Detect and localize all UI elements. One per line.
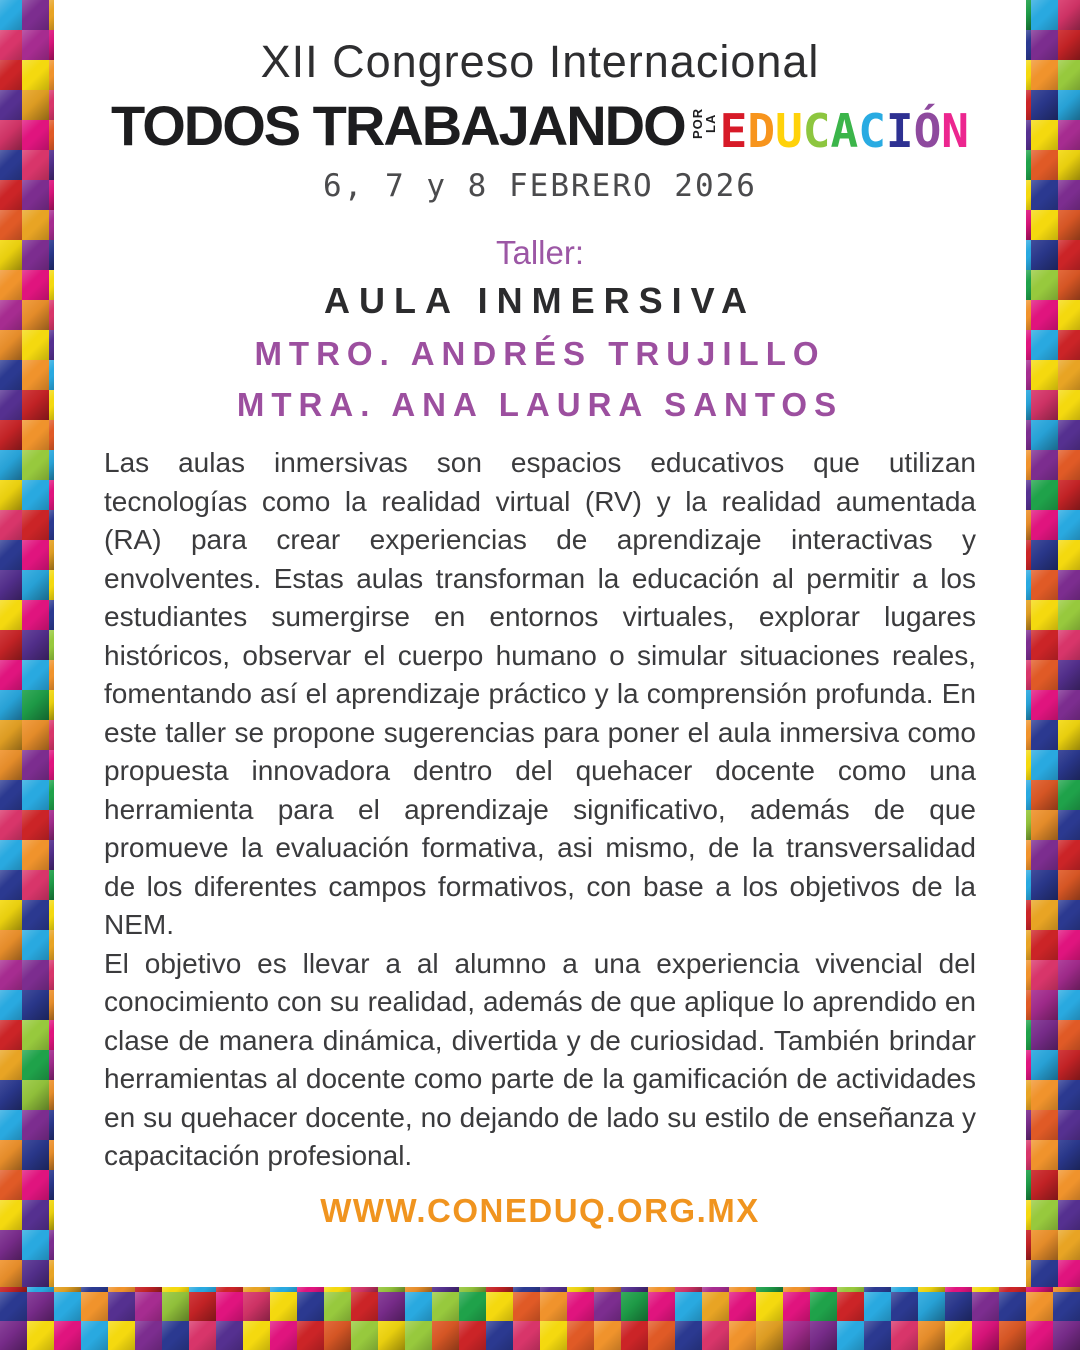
mosaic-tile bbox=[891, 1321, 918, 1350]
mosaic-tile bbox=[27, 1321, 54, 1350]
mosaic-tile bbox=[918, 1292, 945, 1321]
mosaic-tile bbox=[1058, 120, 1080, 150]
educacion-letter: D bbox=[747, 104, 776, 158]
mosaic-tile bbox=[810, 1321, 837, 1350]
mosaic-tile bbox=[378, 1292, 405, 1321]
mosaic-tile bbox=[22, 900, 49, 930]
mosaic-tile bbox=[22, 930, 49, 960]
logo-todos-trabajando: TODOS TRABAJANDO bbox=[111, 94, 685, 157]
mosaic-tile bbox=[567, 1321, 594, 1350]
mosaic-tile bbox=[1058, 480, 1080, 510]
mosaic-tile bbox=[22, 570, 49, 600]
mosaic-tile bbox=[0, 90, 22, 120]
mosaic-tile bbox=[513, 1321, 540, 1350]
mosaic-tile bbox=[1058, 540, 1080, 570]
mosaic-tile bbox=[1058, 960, 1080, 990]
mosaic-tile bbox=[540, 1292, 567, 1321]
mosaic-tile bbox=[1058, 360, 1080, 390]
mosaic-tile bbox=[1058, 840, 1080, 870]
mosaic-tile bbox=[405, 1292, 432, 1321]
mosaic-tile bbox=[0, 540, 22, 570]
mosaic-tile bbox=[0, 1260, 22, 1290]
mosaic-tile bbox=[0, 750, 22, 780]
mosaic-tile bbox=[0, 1110, 22, 1140]
mosaic-tile bbox=[1031, 660, 1058, 690]
mosaic-tile bbox=[1031, 1080, 1058, 1110]
mosaic-tile bbox=[1058, 1080, 1080, 1110]
mosaic-tile bbox=[0, 600, 22, 630]
mosaic-tile bbox=[0, 1140, 22, 1170]
mosaic-tile bbox=[486, 1292, 513, 1321]
mosaic-tile bbox=[27, 1292, 54, 1321]
mosaic-tile bbox=[0, 690, 22, 720]
mosaic-tile bbox=[837, 1292, 864, 1321]
mosaic-tile bbox=[1058, 150, 1080, 180]
mosaic-tile bbox=[1058, 1170, 1080, 1200]
mosaic-tile bbox=[1031, 570, 1058, 600]
mosaic-tile bbox=[1058, 90, 1080, 120]
mosaic-tile bbox=[675, 1292, 702, 1321]
mosaic-tile bbox=[1058, 30, 1080, 60]
mosaic-tile bbox=[22, 210, 49, 240]
mosaic-tile bbox=[702, 1321, 729, 1350]
mosaic-tile bbox=[0, 930, 22, 960]
mosaic-tile bbox=[864, 1321, 891, 1350]
mosaic-tile bbox=[1031, 180, 1058, 210]
mosaic-tile bbox=[1058, 750, 1080, 780]
mosaic-tile bbox=[243, 1321, 270, 1350]
mosaic-tile bbox=[22, 300, 49, 330]
mosaic-tile bbox=[1031, 90, 1058, 120]
mosaic-tile bbox=[486, 1321, 513, 1350]
mosaic-tile bbox=[1058, 600, 1080, 630]
congress-title: XII Congreso Internacional bbox=[260, 36, 820, 87]
logo-por-la: POR LA bbox=[689, 107, 718, 140]
mosaic-tile bbox=[0, 1170, 22, 1200]
mosaic-tile bbox=[22, 960, 49, 990]
educacion-letter: C bbox=[802, 104, 831, 158]
mosaic-tile bbox=[1058, 420, 1080, 450]
mosaic-tile bbox=[1031, 540, 1058, 570]
mosaic-tile bbox=[22, 510, 49, 540]
mosaic-tile bbox=[22, 1020, 49, 1050]
congress-dates: 6, 7 y 8 FEBRERO 2026 bbox=[323, 168, 757, 204]
mosaic-tile bbox=[1031, 780, 1058, 810]
mosaic-tile bbox=[22, 540, 49, 570]
mosaic-tile bbox=[22, 30, 49, 60]
mosaic-tile bbox=[54, 1321, 81, 1350]
mosaic-tile bbox=[135, 1321, 162, 1350]
educacion-letter: U bbox=[775, 104, 803, 158]
mosaic-tile bbox=[756, 1321, 783, 1350]
mosaic-tile bbox=[405, 1321, 432, 1350]
mosaic-tile bbox=[22, 0, 49, 30]
mosaic-tile bbox=[1058, 720, 1080, 750]
mosaic-tile bbox=[22, 450, 49, 480]
mosaic-tile bbox=[1031, 870, 1058, 900]
mosaic-tile bbox=[270, 1321, 297, 1350]
mosaic-tile bbox=[729, 1292, 756, 1321]
mosaic-tile bbox=[1058, 1200, 1080, 1230]
mosaic-tile bbox=[0, 840, 22, 870]
mosaic-tile bbox=[810, 1292, 837, 1321]
mosaic-tile bbox=[0, 1020, 22, 1050]
mosaic-tile bbox=[22, 840, 49, 870]
mosaic-tile bbox=[1058, 180, 1080, 210]
mosaic-tile bbox=[1031, 1020, 1058, 1050]
mosaic-tile bbox=[918, 1321, 945, 1350]
mosaic-tile bbox=[22, 780, 49, 810]
description-paragraph-2: El objetivo es llevar a al alumno a una experiencia vivencial del conocimiento con su realidad, además de que aplique lo aprendido en clase de manera dinámica, divertida y de curiosidad. También brindar herramientas al docente como parte de la gamificación de actividades en su quehacer docente, no dejando de lado su estilo de enseñanza y capacitación profesional. bbox=[104, 947, 976, 1171]
mosaic-tile bbox=[0, 450, 22, 480]
mosaic-tile bbox=[1058, 1110, 1080, 1140]
mosaic-tile bbox=[22, 1110, 49, 1140]
mosaic-tile bbox=[216, 1292, 243, 1321]
mosaic-tile bbox=[729, 1321, 756, 1350]
mosaic-tile bbox=[1058, 630, 1080, 660]
mosaic-tile bbox=[81, 1321, 108, 1350]
mosaic-tile bbox=[972, 1292, 999, 1321]
mosaic-tile bbox=[756, 1292, 783, 1321]
mosaic-tile bbox=[1031, 0, 1058, 30]
mosaic-border-left bbox=[0, 0, 54, 1350]
mosaic-tile bbox=[648, 1321, 675, 1350]
mosaic-tile bbox=[0, 120, 22, 150]
mosaic-tile bbox=[1031, 960, 1058, 990]
mosaic-tile bbox=[22, 60, 49, 90]
mosaic-tile bbox=[135, 1292, 162, 1321]
mosaic-tile bbox=[1058, 270, 1080, 300]
mosaic-tile bbox=[1058, 930, 1080, 960]
workshop-label: Taller: bbox=[495, 234, 585, 271]
mosaic-tile bbox=[0, 870, 22, 900]
educacion-letter: N bbox=[941, 104, 969, 158]
mosaic-tile bbox=[108, 1292, 135, 1321]
mosaic-tile bbox=[1031, 390, 1058, 420]
mosaic-tile bbox=[22, 420, 49, 450]
mosaic-tile bbox=[567, 1292, 594, 1321]
mosaic-tile bbox=[1031, 720, 1058, 750]
mosaic-tile bbox=[0, 0, 22, 30]
mosaic-tile bbox=[891, 1292, 918, 1321]
mosaic-tile bbox=[0, 300, 22, 330]
mosaic-tile bbox=[22, 660, 49, 690]
mosaic-tile bbox=[297, 1321, 324, 1350]
mosaic-tile bbox=[22, 120, 49, 150]
mosaic-tile bbox=[1031, 30, 1058, 60]
mosaic-tile bbox=[1058, 1230, 1080, 1260]
mosaic-tile bbox=[0, 810, 22, 840]
mosaic-tile bbox=[1031, 240, 1058, 270]
mosaic-tile bbox=[1058, 300, 1080, 330]
mosaic-tile bbox=[783, 1321, 810, 1350]
mosaic-tile bbox=[22, 690, 49, 720]
mosaic-tile bbox=[1031, 450, 1058, 480]
mosaic-tile bbox=[1031, 60, 1058, 90]
mosaic-tile bbox=[621, 1292, 648, 1321]
mosaic-tile bbox=[0, 1050, 22, 1080]
mosaic-tile bbox=[0, 60, 22, 90]
mosaic-tile bbox=[0, 1230, 22, 1260]
mosaic-tile bbox=[1058, 0, 1080, 30]
mosaic-tile bbox=[0, 720, 22, 750]
mosaic-tile bbox=[1026, 1292, 1053, 1321]
congress-logo bbox=[54, 94, 1026, 158]
mosaic-tile bbox=[22, 750, 49, 780]
speaker-name-1: MTRO. ANDRÉS TRUJILLO bbox=[254, 335, 826, 372]
logo-educacion bbox=[719, 104, 969, 158]
mosaic-tile bbox=[1031, 1170, 1058, 1200]
mosaic-tile bbox=[22, 390, 49, 420]
mosaic-tile bbox=[432, 1321, 459, 1350]
mosaic-tile bbox=[0, 780, 22, 810]
mosaic-tile bbox=[1031, 1230, 1058, 1260]
mosaic-tile bbox=[675, 1321, 702, 1350]
mosaic-tile bbox=[351, 1292, 378, 1321]
mosaic-tile bbox=[0, 390, 22, 420]
mosaic-tile bbox=[1031, 300, 1058, 330]
mosaic-tile bbox=[22, 600, 49, 630]
mosaic-tile bbox=[1031, 1260, 1058, 1290]
mosaic-tile bbox=[0, 1200, 22, 1230]
educacion-letter: Ó bbox=[913, 104, 942, 158]
mosaic-tile bbox=[22, 90, 49, 120]
mosaic-tile bbox=[22, 240, 49, 270]
mosaic-tile bbox=[1058, 660, 1080, 690]
mosaic-tile bbox=[243, 1292, 270, 1321]
mosaic-tile bbox=[22, 870, 49, 900]
mosaic-tile bbox=[1031, 210, 1058, 240]
mosaic-tile bbox=[594, 1292, 621, 1321]
mosaic-tile bbox=[1031, 510, 1058, 540]
mosaic-tile bbox=[972, 1321, 999, 1350]
mosaic-tile bbox=[432, 1292, 459, 1321]
educacion-letter: C bbox=[858, 104, 886, 158]
mosaic-tile bbox=[0, 330, 22, 360]
mosaic-tile bbox=[0, 990, 22, 1020]
mosaic-tile bbox=[22, 990, 49, 1020]
mosaic-tile bbox=[22, 270, 49, 300]
mosaic-tile bbox=[540, 1321, 567, 1350]
mosaic-tile bbox=[1031, 420, 1058, 450]
mosaic-tile bbox=[189, 1292, 216, 1321]
mosaic-tile bbox=[1031, 630, 1058, 660]
educacion-letter: I bbox=[885, 104, 914, 158]
mosaic-tile bbox=[0, 180, 22, 210]
mosaic-tile bbox=[513, 1292, 540, 1321]
mosaic-tile bbox=[1031, 360, 1058, 390]
flyer-content bbox=[54, 0, 1026, 1287]
mosaic-tile bbox=[1058, 450, 1080, 480]
mosaic-tile bbox=[1031, 600, 1058, 630]
mosaic-tile bbox=[1058, 780, 1080, 810]
mosaic-tile bbox=[1058, 900, 1080, 930]
mosaic-tile bbox=[1031, 120, 1058, 150]
mosaic-tile bbox=[648, 1292, 675, 1321]
mosaic-tile bbox=[108, 1321, 135, 1350]
mosaic-tile bbox=[22, 630, 49, 660]
mosaic-border-bottom bbox=[0, 1287, 1080, 1350]
mosaic-tile bbox=[1058, 1020, 1080, 1050]
workshop-description bbox=[104, 444, 976, 1176]
mosaic-tile bbox=[1031, 810, 1058, 840]
mosaic-tile bbox=[22, 810, 49, 840]
mosaic-tile bbox=[216, 1321, 243, 1350]
mosaic-tile bbox=[1031, 690, 1058, 720]
mosaic-tile bbox=[1031, 480, 1058, 510]
mosaic-tile bbox=[22, 1080, 49, 1110]
mosaic-tile bbox=[54, 1292, 81, 1321]
mosaic-tile bbox=[0, 30, 22, 60]
mosaic-tile bbox=[1058, 570, 1080, 600]
mosaic-tile bbox=[162, 1292, 189, 1321]
mosaic-tile bbox=[22, 360, 49, 390]
mosaic-tile bbox=[621, 1321, 648, 1350]
mosaic-tile bbox=[0, 270, 22, 300]
mosaic-tile bbox=[1058, 510, 1080, 540]
mosaic-tile bbox=[0, 360, 22, 390]
mosaic-tile bbox=[1031, 900, 1058, 930]
mosaic-tile bbox=[324, 1292, 351, 1321]
mosaic-tile bbox=[22, 1140, 49, 1170]
mosaic-tile bbox=[351, 1321, 378, 1350]
mosaic-tile bbox=[0, 630, 22, 660]
mosaic-tile bbox=[1058, 810, 1080, 840]
mosaic-tile bbox=[1031, 1140, 1058, 1170]
mosaic-tile bbox=[0, 900, 22, 930]
mosaic-tile bbox=[22, 150, 49, 180]
mosaic-tile bbox=[1058, 990, 1080, 1020]
mosaic-tile bbox=[1031, 330, 1058, 360]
mosaic-tile bbox=[0, 1321, 27, 1350]
mosaic-tile bbox=[1058, 1140, 1080, 1170]
mosaic-tile bbox=[999, 1292, 1026, 1321]
mosaic-tile bbox=[1026, 1321, 1053, 1350]
mosaic-tile bbox=[22, 1170, 49, 1200]
mosaic-tile bbox=[1058, 210, 1080, 240]
mosaic-tile bbox=[1058, 1260, 1080, 1290]
mosaic-tile bbox=[81, 1292, 108, 1321]
description-paragraph-1: Las aulas inmersivas son espacios educativos que utilizan tecnologías como la realidad virtual (RV) y la realidad aumentada (RA) para crear experiencias de aprendizaje interactivas y envolventes. Estas aulas transforman la educación al permitir a los estudiantes sumergirse en entornos virtuales, explorar lugares históricos, observar el cuerpo humano o simular situaciones reales, fomentando así el aprendizaje práctico y la comprensión profunda. En este taller se propone sugerencias para poner el aula inmersiva como propuesta innovadora dentro del quehacer docente como una herramienta para el aprendizaje significativo, además de que promueve la evaluación formativa, asi mismo, de la transversalidad de los diferentes campos formativos, con base a los objetivos de la NEM. bbox=[104, 447, 976, 940]
mosaic-tile bbox=[1058, 1050, 1080, 1080]
mosaic-tile bbox=[189, 1321, 216, 1350]
mosaic-border-right bbox=[1026, 0, 1080, 1350]
mosaic-tile bbox=[22, 1050, 49, 1080]
educacion-letter: A bbox=[830, 104, 859, 158]
mosaic-tile bbox=[22, 1260, 49, 1290]
mosaic-tile bbox=[22, 480, 49, 510]
mosaic-tile bbox=[162, 1321, 189, 1350]
mosaic-tile bbox=[22, 330, 49, 360]
mosaic-tile bbox=[0, 960, 22, 990]
mosaic-tile bbox=[783, 1292, 810, 1321]
workshop-title: AULA INMERSIVA bbox=[324, 280, 756, 321]
mosaic-tile bbox=[270, 1292, 297, 1321]
mosaic-tile bbox=[22, 1200, 49, 1230]
mosaic-tile bbox=[1031, 930, 1058, 960]
mosaic-tile bbox=[1058, 240, 1080, 270]
mosaic-tile bbox=[1031, 750, 1058, 780]
mosaic-tile bbox=[459, 1292, 486, 1321]
mosaic-tile bbox=[324, 1321, 351, 1350]
mosaic-tile bbox=[0, 1080, 22, 1110]
speaker-name-2: MTRA. ANA LAURA SANTOS bbox=[236, 386, 844, 423]
mosaic-tile bbox=[22, 720, 49, 750]
mosaic-tile bbox=[378, 1321, 405, 1350]
mosaic-tile bbox=[999, 1321, 1026, 1350]
mosaic-tile bbox=[22, 1230, 49, 1260]
mosaic-tile bbox=[0, 210, 22, 240]
mosaic-tile bbox=[459, 1321, 486, 1350]
mosaic-tile bbox=[594, 1321, 621, 1350]
mosaic-tile bbox=[0, 570, 22, 600]
mosaic-tile bbox=[945, 1321, 972, 1350]
mosaic-tile bbox=[864, 1292, 891, 1321]
mosaic-tile bbox=[1058, 330, 1080, 360]
mosaic-tile bbox=[1031, 1200, 1058, 1230]
mosaic-tile bbox=[1031, 840, 1058, 870]
mosaic-tile bbox=[0, 150, 22, 180]
mosaic-tile bbox=[1031, 150, 1058, 180]
website-link[interactable]: WWW.CONEDUQ.ORG.MX bbox=[320, 1191, 760, 1229]
mosaic-tile bbox=[1058, 60, 1080, 90]
mosaic-tile bbox=[945, 1292, 972, 1321]
mosaic-tile bbox=[0, 240, 22, 270]
mosaic-tile bbox=[0, 1292, 27, 1321]
mosaic-tile bbox=[22, 180, 49, 210]
mosaic-tile bbox=[0, 660, 22, 690]
educacion-letter: E bbox=[719, 104, 748, 158]
mosaic-tile bbox=[1031, 1050, 1058, 1080]
mosaic-tile bbox=[1058, 690, 1080, 720]
mosaic-tile bbox=[0, 510, 22, 540]
mosaic-tile bbox=[1053, 1292, 1080, 1321]
mosaic-tile bbox=[1031, 270, 1058, 300]
mosaic-tile bbox=[1031, 990, 1058, 1020]
mosaic-tile bbox=[0, 420, 22, 450]
mosaic-tile bbox=[0, 480, 22, 510]
mosaic-tile bbox=[837, 1321, 864, 1350]
mosaic-tile bbox=[1053, 1321, 1080, 1350]
mosaic-tile bbox=[702, 1292, 729, 1321]
mosaic-tile bbox=[297, 1292, 324, 1321]
mosaic-tile bbox=[1058, 390, 1080, 420]
mosaic-tile bbox=[1058, 870, 1080, 900]
mosaic-tile bbox=[1031, 1110, 1058, 1140]
